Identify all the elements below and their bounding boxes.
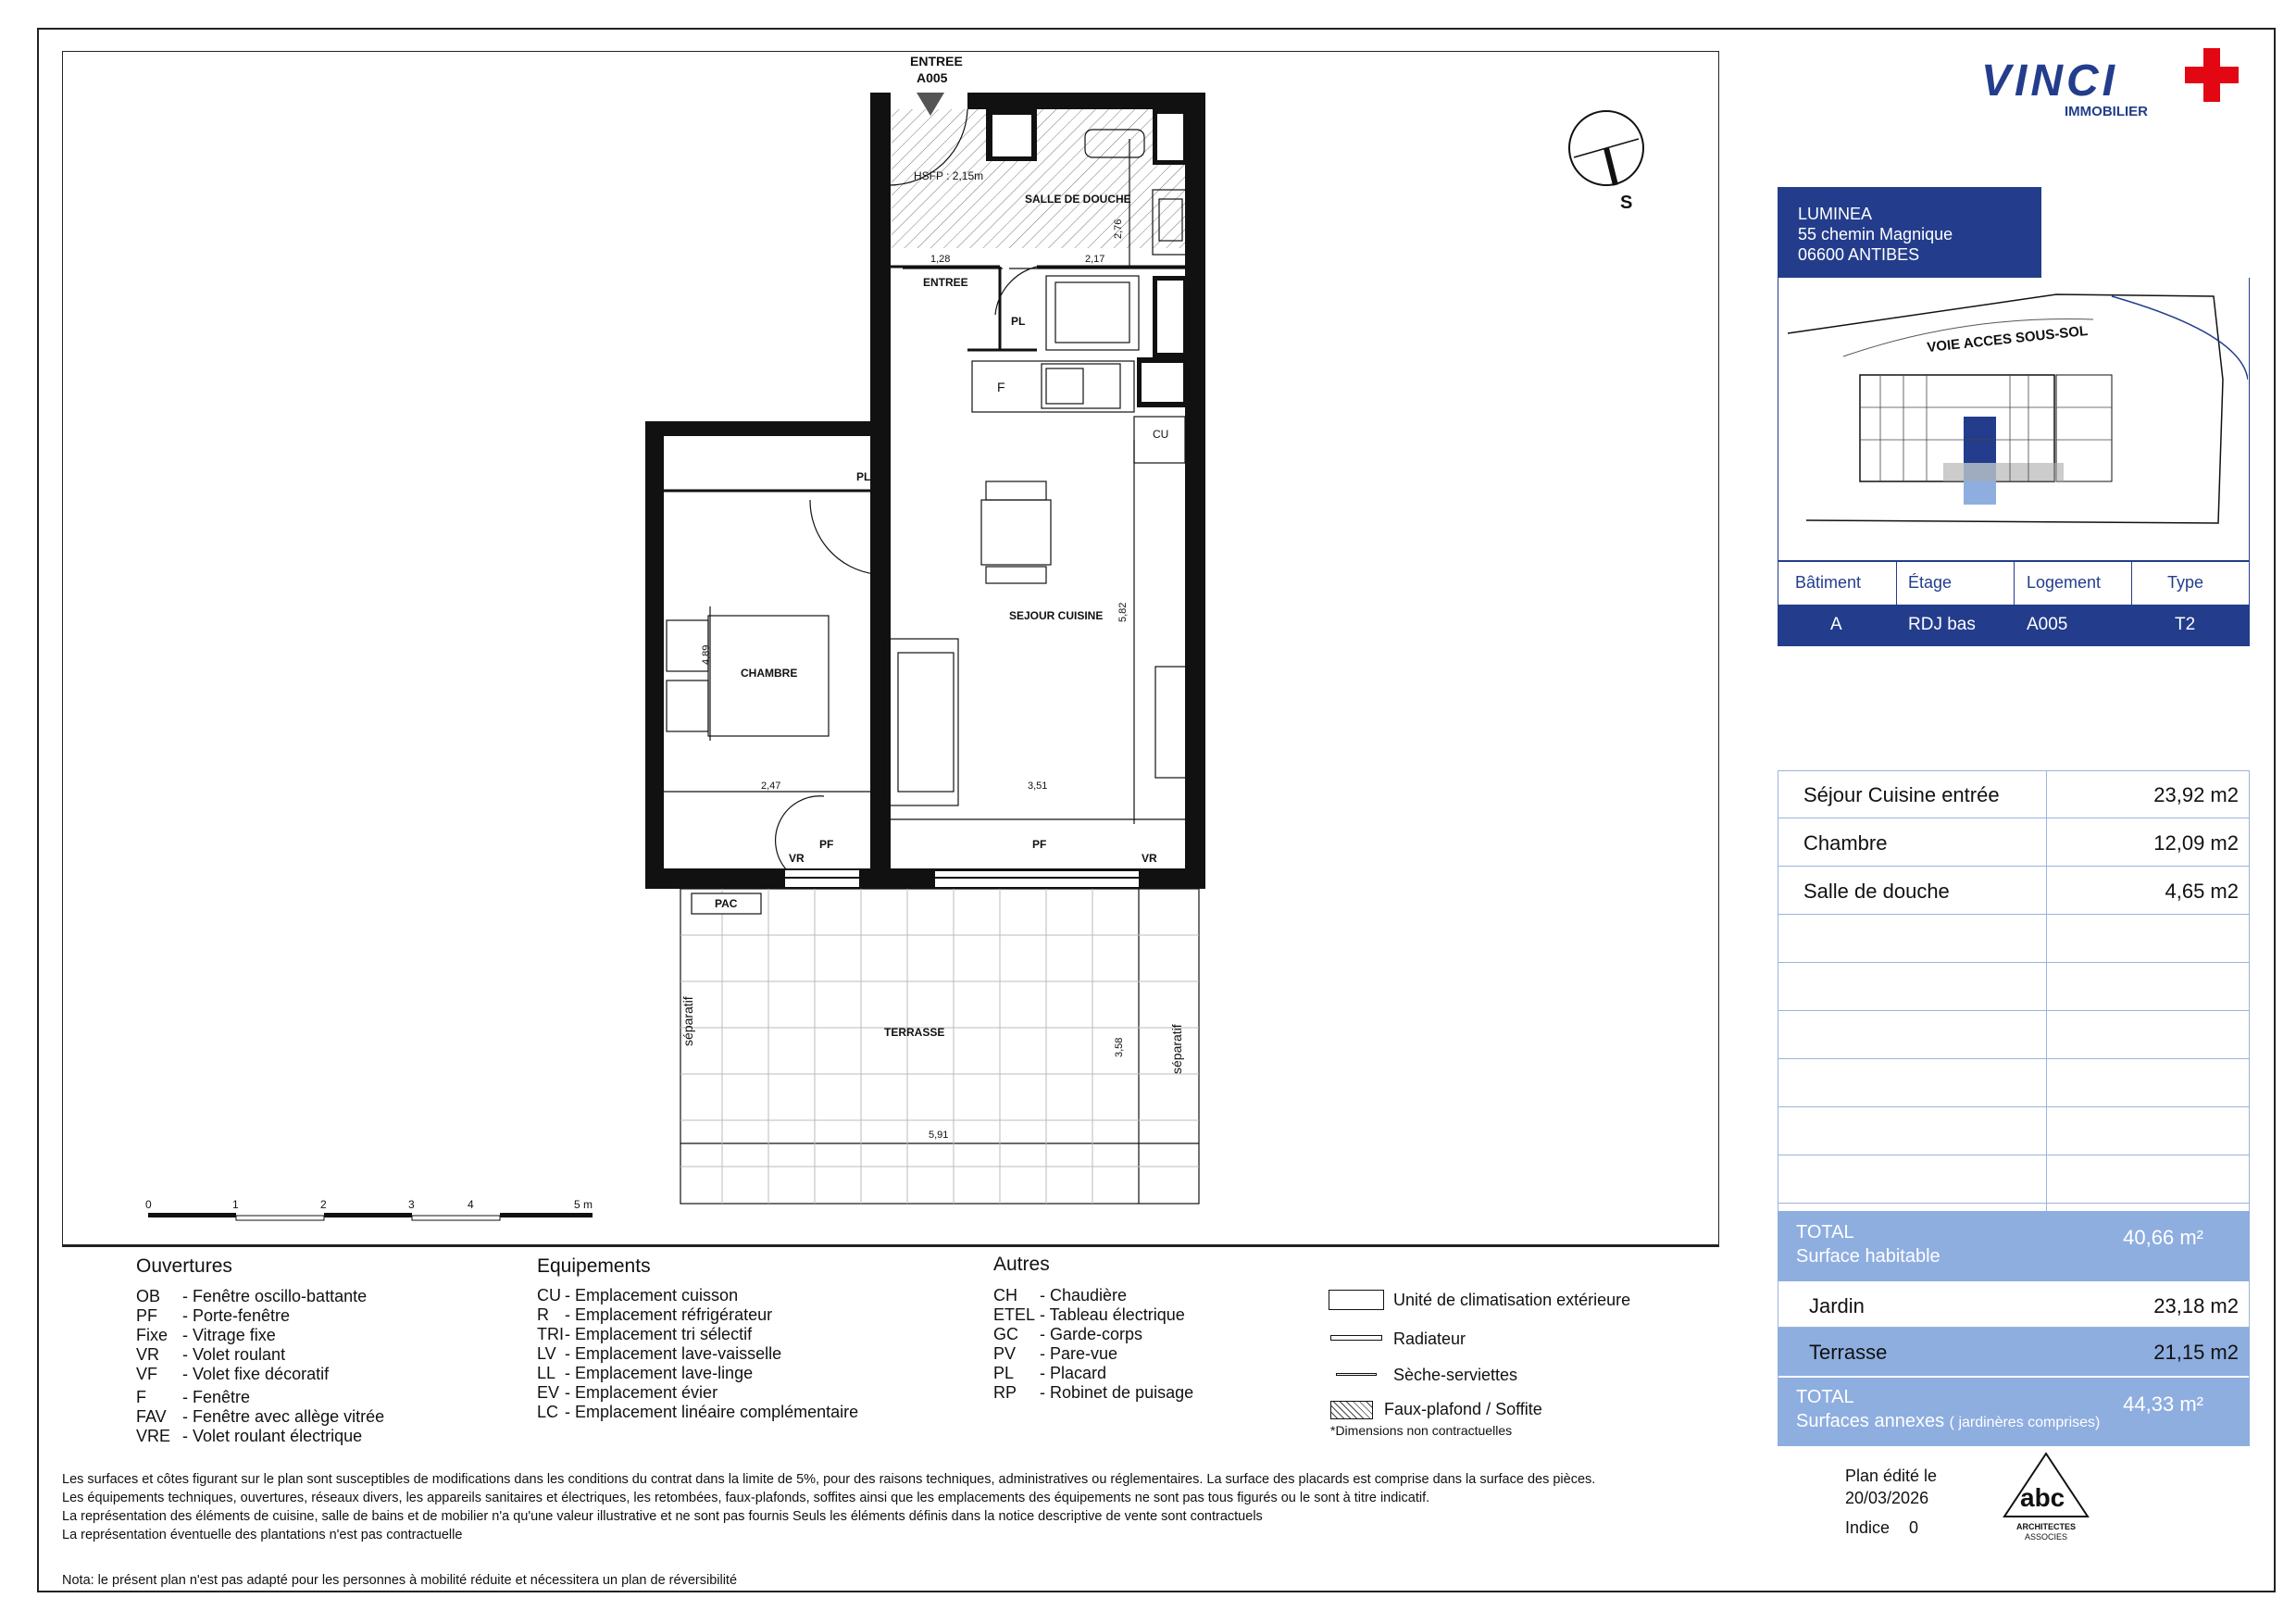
info-value-etage: RDJ bas: [1908, 615, 1976, 634]
fixture-pac: PAC: [715, 897, 738, 910]
info-table: [1778, 561, 2250, 646]
surface-label: Salle de douche: [1803, 880, 1950, 903]
surface-row-jardin: [1778, 1281, 2250, 1328]
scale-1: 1: [232, 1198, 239, 1211]
brand-cross-icon: [2185, 48, 2239, 102]
surface-value: 4,65 m2: [2165, 880, 2239, 903]
address-box: [1778, 187, 2041, 278]
total-ann-sub: Surfaces annexes ( jardinères comprises): [1796, 1411, 2101, 1431]
surface-row-terrasse: [1778, 1328, 2250, 1376]
dim-128: 1,28: [930, 254, 951, 265]
fixture-vr-right: VR: [1142, 852, 1157, 865]
dim-358: 3,58: [1114, 1037, 1125, 1057]
surface-row-empty: [1778, 963, 2250, 1011]
room-salle-de-douche: SALLE DE DOUCHE: [1025, 193, 1131, 206]
jardin-label: Jardin: [1809, 1294, 1865, 1317]
room-chambre: CHAMBRE: [741, 667, 798, 680]
fixture-cu: CU: [1153, 428, 1169, 441]
fixture-pl-entree: PL: [1011, 315, 1026, 328]
info-header-logement: Logement: [2027, 573, 2102, 592]
separatif-right: séparatif: [1169, 1024, 1184, 1074]
legend-autres-title: Autres: [993, 1254, 1050, 1275]
room-terrasse: TERRASSE: [884, 1026, 945, 1039]
keyplan-road-label: VOIE ACCES SOUS-SOL: [1926, 322, 2089, 356]
separatif-left: séparatif: [680, 996, 695, 1046]
indice-label: Indice: [1845, 1518, 1890, 1537]
info-value-batiment: A: [1830, 615, 1842, 634]
info-header-etage: Étage: [1908, 573, 1953, 592]
scale-5: 5 m: [574, 1198, 593, 1211]
indice-value: 0: [1909, 1518, 1919, 1537]
surface-label: Chambre: [1803, 831, 1888, 855]
disclaimer: Les surfaces et côtes figurant sur le plan sont susceptibles de modifications dans les conditions du contrat dans la limite de 5%, pour des raisons techniques, administratives ou réglementaires. La surface des placards est comprise dans la surface des pièces. Les équipements techniques, ouvertures, réseaux divers, les appareils sanitaires et électriques, les retombées, faux-plafonds, soffites ainsi que les emplacements des équipements ne sont pas tous figurés ou le sont à titre indicatif. La représentation des éléments de cuisine, salle de bains et de mobilier n'a qu'une valeur illustrative et ne sont pas fournis Seuls les éléments définis dans la notice descriptive de vente sont contractuels La représentation éventuelle des plantations n'est pas contractuelle: [62, 1472, 1596, 1542]
ac-unit-symbol: [1329, 1290, 1384, 1310]
address-line2: 55 chemin Magnique: [1798, 225, 1953, 243]
architect-logo: [2000, 1452, 2092, 1544]
total-hab-label: TOTAL: [1796, 1222, 1854, 1242]
towel-dryer-icon: [1336, 1373, 1377, 1376]
info-header-batiment: Bâtiment: [1795, 573, 1862, 592]
ac-unit-label: Unité de climatisation extérieure: [1393, 1291, 1631, 1309]
room-entree: ENTREE: [923, 276, 968, 289]
dimensions-note: *Dimensions non contractuelles: [1330, 1423, 1513, 1438]
towel-dryer-label: Sèche-serviettes: [1393, 1366, 1518, 1384]
floor-plan: [62, 51, 1719, 1245]
surface-value: 23,92 m2: [2153, 783, 2239, 806]
vinci-logo: [1981, 56, 2240, 120]
surface-row: [1778, 818, 2250, 867]
dim-489: 4,89: [701, 644, 712, 665]
footer-note: Nota: le présent plan n'est pas adapté pour les personnes à mobilité réduite et nécessitera un plan de réversibilité: [62, 1573, 738, 1588]
fixture-pl-chambre: PL: [856, 470, 871, 483]
surface-row: [1778, 867, 2250, 915]
total-ann-label: TOTAL: [1796, 1387, 1854, 1407]
fixture-vr-left: VR: [789, 852, 805, 865]
dim-591: 5,91: [929, 1130, 949, 1141]
surface-row-empty: [1778, 915, 2250, 963]
entrance-code: A005: [917, 70, 948, 85]
soffite-hatch-icon: [1330, 1401, 1373, 1419]
keyplan: [1778, 278, 2250, 561]
info-value-logement: A005: [2027, 615, 2068, 634]
dim-582: 5,82: [1117, 602, 1129, 622]
plan-edit-label: Plan édité le: [1845, 1467, 1938, 1485]
architect-line2: ASSOCIES: [2024, 1532, 2067, 1542]
entrance-label: ENTREE: [910, 54, 963, 69]
terrasse-value: 21,15 m2: [2153, 1341, 2239, 1364]
fixture-f: F: [997, 380, 1005, 394]
info-value-type: T2: [2175, 615, 2196, 634]
keyplan-drawing: [1778, 278, 2248, 559]
total-hab-value: 40,66 m²: [2123, 1226, 2203, 1249]
address-line1: LUMINEA: [1798, 205, 1873, 223]
dim-351: 3,51: [1028, 780, 1048, 792]
info-header-type: Type: [2167, 573, 2204, 592]
surface-row-empty: [1778, 1155, 2250, 1204]
dim-247: 2,47: [761, 780, 781, 792]
soffite-label: Faux-plafond / Soffite: [1384, 1400, 1542, 1418]
architect-mark: abc: [2020, 1483, 2065, 1512]
surface-label: Séjour Cuisine entrée: [1803, 783, 2000, 806]
total-habitable: [1778, 1211, 2250, 1281]
dim-217: 2,17: [1085, 254, 1105, 265]
total-ann-value: 44,33 m²: [2123, 1392, 2203, 1416]
jardin-value: 23,18 m2: [2153, 1294, 2239, 1317]
legend-ouvertures-title: Ouvertures: [136, 1255, 232, 1277]
surface-row-empty: [1778, 1011, 2250, 1059]
radiator-icon: [1330, 1335, 1382, 1341]
dim-276: 2,76: [1113, 218, 1124, 239]
legend-equipements-title: Equipements: [537, 1255, 651, 1277]
hsfp-label: HSFP : 2,15m: [914, 169, 984, 182]
architect-line1: ARCHITECTES: [2015, 1522, 2076, 1531]
legend-equipements: CU - Emplacement cuisson R - Emplacement réfrigérateur TRI- Emplacement tri sélectif LV - Emplacement lave-vaisselle LL - Emplacement lave-linge EV - Emplacement évier LC - Emplacement linéaire complémentaire: [537, 1286, 859, 1421]
scale-3: 3: [408, 1198, 415, 1211]
fixture-pf-chambre: PF: [819, 838, 834, 851]
total-hab-sub: Surface habitable: [1796, 1246, 1940, 1267]
surface-row: [1778, 770, 2250, 818]
radiator-label: Radiateur: [1393, 1330, 1466, 1348]
address-line3: 06600 ANTIBES: [1798, 245, 1920, 264]
north-label: S: [1620, 193, 1633, 213]
terrasse-label: Terrasse: [1809, 1341, 1888, 1364]
legend-ouvertures: OB - Fenêtre oscillo-battante PF - Porte-fenêtre Fixe - Vitrage fixe VR - Volet roulant VF - Volet fixe décoratif F - Fenêtre FAV - Fenêtre avec allège vitrée VRE - Volet roulant électrique: [136, 1287, 385, 1445]
scale-0: 0: [145, 1198, 152, 1211]
surface-row-empty: [1778, 1059, 2250, 1107]
surface-value: 12,09 m2: [2153, 831, 2239, 855]
fixture-pf-sejour: PF: [1032, 838, 1047, 851]
brand-sub: IMMOBILIER: [2065, 104, 2148, 119]
room-sejour-cuisine: SEJOUR CUISINE: [1009, 609, 1104, 622]
total-annexes: [1778, 1378, 2250, 1446]
surface-row-empty: [1778, 1107, 2250, 1155]
scale-4: 4: [468, 1198, 474, 1211]
brand-name: VINCI: [1981, 56, 2119, 106]
plan-edit-date: 20/03/2026: [1845, 1489, 1929, 1507]
scale-2: 2: [320, 1198, 327, 1211]
legend-autres: CH - Chaudière ETEL - Tableau électrique GC - Garde-corps PV - Pare-vue PL - Placard RP - Robinet de puisage: [993, 1286, 1194, 1402]
